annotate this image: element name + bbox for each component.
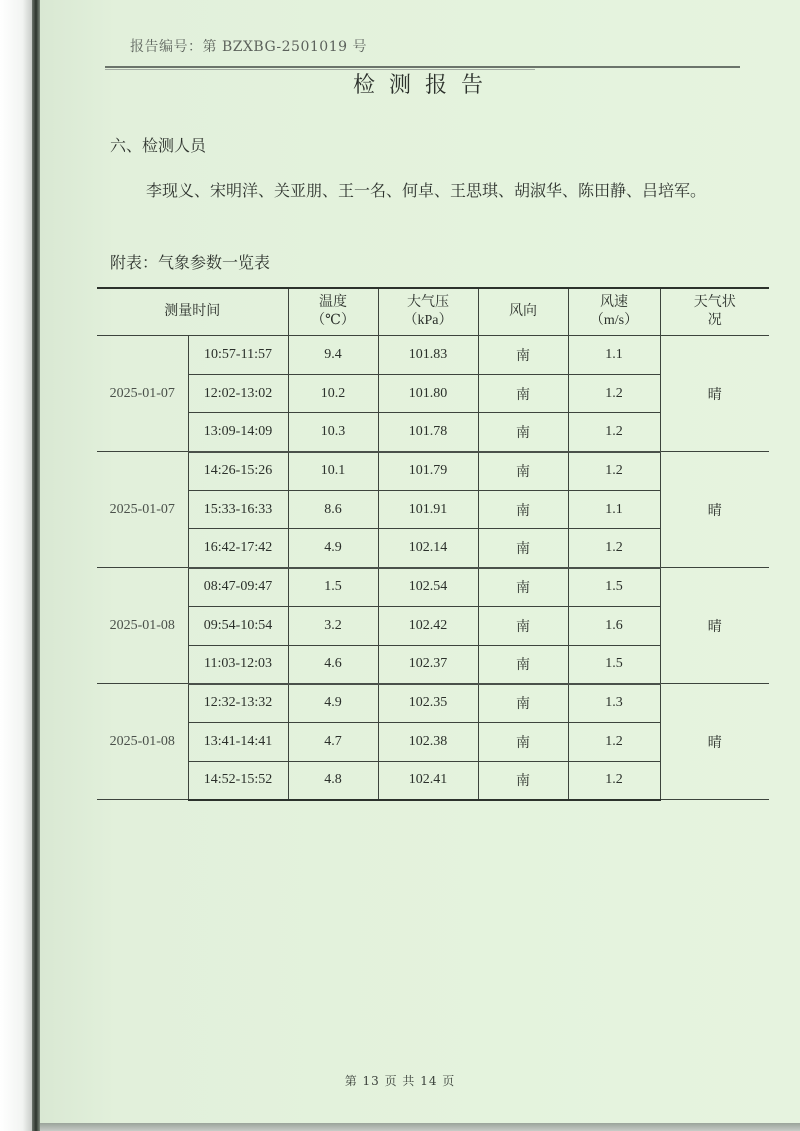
page-footer: 第 13 页 共 14 页 (344, 1074, 456, 1088)
time-cell: 14:26-15:26 (188, 452, 288, 491)
pressure-cell: 101.78 (378, 413, 478, 452)
appendix-label: 附表：气象参数一览表 (110, 253, 271, 272)
weather-cell: 晴 (660, 568, 769, 684)
wind-direction-cell: 南 (478, 374, 568, 413)
wind-speed-cell: 1.5 (568, 568, 660, 607)
section-heading: 六、检测人员 (110, 136, 207, 155)
header-temperature (288, 288, 378, 336)
time-cell: 12:32-13:32 (188, 684, 288, 723)
table-row (97, 568, 769, 607)
scan-left-margin (0, 0, 32, 1131)
wind-speed-cell: 1.2 (568, 761, 660, 800)
temperature-cell: 3.2 (288, 606, 378, 645)
wind-speed-cell: 1.6 (568, 606, 660, 645)
header-temperature-label: 温度 (319, 295, 347, 310)
temperature-cell: 8.6 (288, 490, 378, 529)
table-row (97, 684, 769, 723)
temperature-cell: 4.9 (288, 529, 378, 568)
wind-direction-cell: 南 (478, 568, 568, 607)
pressure-cell: 102.41 (378, 761, 478, 800)
wind-speed-cell: 1.2 (568, 529, 660, 568)
pressure-cell: 101.91 (378, 490, 478, 529)
header-wind-speed-unit: （m/s） (589, 313, 639, 328)
wind-direction-cell: 南 (478, 606, 568, 645)
header-wind-speed (568, 288, 660, 336)
weather-cell: 晴 (660, 452, 769, 568)
header-weather-label-1: 天气状 (693, 295, 736, 310)
table-row (97, 452, 769, 491)
table-row (97, 336, 769, 375)
time-cell: 10:57-11:57 (188, 336, 288, 375)
header-pressure-label: 大气压 (407, 295, 449, 310)
date-cell: 2025-01-07 (97, 452, 188, 568)
time-cell: 09:54-10:54 (188, 606, 288, 645)
page-binding-edge (32, 0, 40, 1131)
wind-direction-cell: 南 (478, 413, 568, 452)
date-cell: 2025-01-07 (97, 336, 188, 452)
temperature-cell: 4.7 (288, 722, 378, 761)
wind-direction-cell: 南 (478, 645, 568, 684)
temperature-cell: 1.5 (288, 568, 378, 607)
scan-bottom-edge (40, 1123, 800, 1131)
wind-direction-cell: 南 (478, 452, 568, 491)
pressure-cell: 102.14 (378, 529, 478, 568)
time-cell: 12:02-13:02 (188, 374, 288, 413)
wind-direction-cell: 南 (478, 336, 568, 375)
pressure-cell: 101.79 (378, 452, 478, 491)
pressure-cell: 102.35 (378, 684, 478, 723)
pressure-cell: 101.80 (378, 374, 478, 413)
temperature-cell: 4.6 (288, 645, 378, 684)
wind-speed-cell: 1.2 (568, 452, 660, 491)
wind-speed-cell: 1.1 (568, 490, 660, 529)
header-temperature-unit: （℃） (311, 313, 355, 328)
wind-speed-cell: 1.2 (568, 413, 660, 452)
header-measure-time (97, 288, 288, 336)
header-wind-speed-label: 风速 (600, 295, 628, 310)
header-pressure (378, 288, 478, 336)
pressure-cell: 102.38 (378, 722, 478, 761)
date-cell: 2025-01-08 (97, 568, 188, 684)
wind-direction-cell: 南 (478, 684, 568, 723)
temperature-cell: 4.8 (288, 761, 378, 800)
table-header-row (97, 288, 769, 336)
wind-direction-cell: 南 (478, 529, 568, 568)
time-cell: 15:33-16:33 (188, 490, 288, 529)
wind-direction-cell: 南 (478, 490, 568, 529)
pressure-cell: 102.42 (378, 606, 478, 645)
pressure-cell: 102.54 (378, 568, 478, 607)
temperature-cell: 10.1 (288, 452, 378, 491)
time-cell: 11:03-12:03 (188, 645, 288, 684)
temperature-cell: 10.3 (288, 413, 378, 452)
header-weather-label-2: 况 (707, 313, 722, 328)
header-wind-direction-label: 风向 (509, 304, 537, 319)
header-wind-direction (478, 288, 568, 336)
header-weather (660, 288, 769, 336)
header-pressure-unit: （kPa） (403, 313, 453, 328)
header-measure-time-label: 测量时间 (164, 304, 221, 319)
time-cell: 14:52-15:52 (188, 761, 288, 800)
wind-direction-cell: 南 (478, 722, 568, 761)
wind-speed-cell: 1.2 (568, 374, 660, 413)
time-cell: 13:41-14:41 (188, 722, 288, 761)
weather-cell: 晴 (660, 684, 769, 800)
temperature-cell: 9.4 (288, 336, 378, 375)
wind-speed-cell: 1.2 (568, 722, 660, 761)
time-cell: 08:47-09:47 (188, 568, 288, 607)
temperature-cell: 10.2 (288, 374, 378, 413)
wind-speed-cell: 1.1 (568, 336, 660, 375)
meteorological-parameters-table (97, 287, 769, 801)
time-cell: 13:09-14:09 (188, 413, 288, 452)
page-title: 检测报告 (352, 73, 497, 98)
weather-cell: 晴 (660, 336, 769, 452)
date-cell: 2025-01-08 (97, 684, 188, 800)
personnel-list: 李现义、宋明洋、关亚朋、王一名、何卓、王思琪、胡淑华、陈田静、吕培军。 (146, 181, 707, 200)
report-number: 报告编号：第 BZXBG-2501019 号 (130, 39, 367, 55)
temperature-cell: 4.9 (288, 684, 378, 723)
wind-speed-cell: 1.3 (568, 684, 660, 723)
wind-direction-cell: 南 (478, 761, 568, 800)
time-cell: 16:42-17:42 (188, 529, 288, 568)
pressure-cell: 101.83 (378, 336, 478, 375)
pressure-cell: 102.37 (378, 645, 478, 684)
wind-speed-cell: 1.5 (568, 645, 660, 684)
